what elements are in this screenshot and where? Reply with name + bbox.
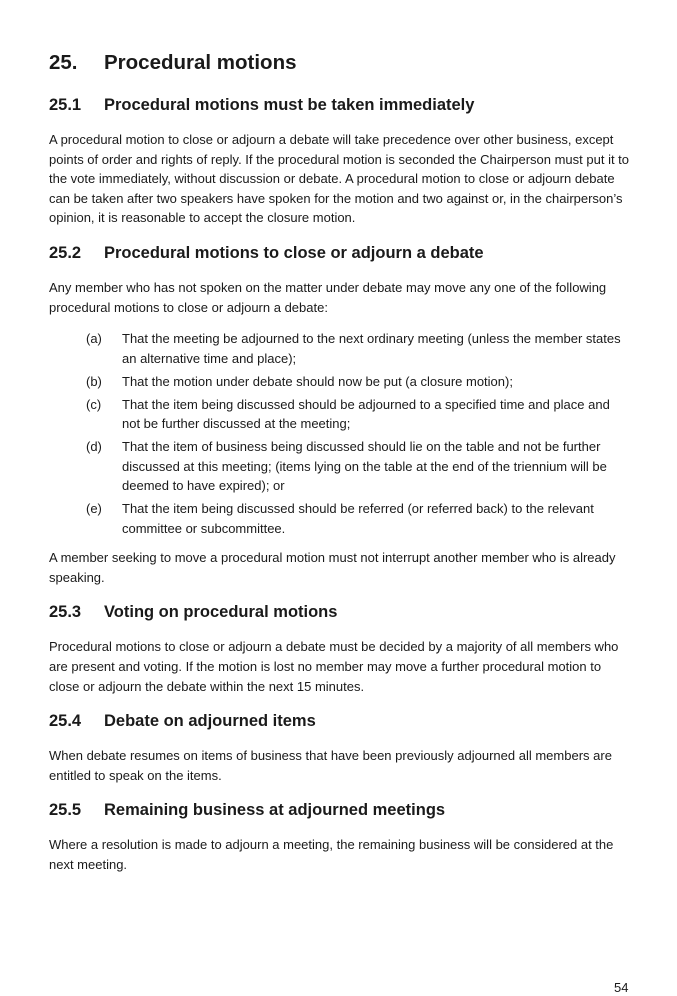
- subsection-heading: [49, 94, 631, 116]
- paragraph: Procedural motions to close or adjourn a debate must be decided by a majority of all members who are present and voting. If the motion is lost no member may move a further procedural motion to close or adjourn the debate within the next 15 minutes.: [49, 639, 619, 694]
- subsection-heading: [49, 710, 631, 732]
- subsection-number: 25.4: [49, 712, 82, 731]
- paragraph: When debate resumes on items of business that have been previously adjourned all members are entitled to speak on the items.: [49, 748, 612, 783]
- subsection-number: 25.3: [49, 603, 82, 622]
- list-item: [49, 372, 631, 392]
- list-item-label: (e): [86, 501, 102, 517]
- subsection-title: Procedural motions to close or adjourn a debate: [104, 243, 484, 262]
- list-item-text: That the item being discussed should be adjourned to a specified time and place and not be further discussed at the meeting;: [122, 396, 610, 432]
- list-item: [49, 499, 631, 538]
- subsection-number: 25.5: [49, 801, 82, 820]
- list-item: [49, 329, 631, 368]
- subsection-number: 25.2: [49, 243, 82, 262]
- subsection-25-4: [49, 710, 631, 785]
- subsection-heading: [49, 242, 631, 264]
- paragraph: A procedural motion to close or adjourn a debate will take precedence over other business, except points of order and rights of reply. If the procedural motion is seconded the Chairperson must put it to the vote immediately, without discussion or debate. A procedural motion to close or adjourn debate can be taken after two speakers have spoken for the motion and two against or, in the chairperson’s opinion, it is reasonable to accept the closure motion.: [49, 132, 630, 226]
- paragraph-intro: Any member who has not spoken on the matter under debate may move any one of the following procedural motions to close or adjourn a debate:: [49, 279, 607, 315]
- paragraph: Where a resolution is made to adjourn a meeting, the remaining business will be considered at the next meeting.: [49, 837, 614, 873]
- list-item-label: (d): [86, 439, 102, 455]
- list-item-text: That the meeting be adjourned to the next ordinary meeting (unless the member states an alternative time and place);: [122, 331, 621, 366]
- subsection-25-5: [49, 799, 631, 874]
- subsection-heading: [49, 601, 631, 623]
- subsection-heading: [49, 799, 631, 821]
- section-number: 25.: [49, 51, 78, 74]
- list-item-label: (c): [86, 396, 102, 412]
- list-item-text: That the motion under debate should now be put (a closure motion);: [122, 373, 513, 389]
- motion-list: [49, 329, 631, 538]
- subsection-25-2: [49, 242, 631, 588]
- list-item-text: That the item of business being discussed should lie on the table and not be further discussed at this meeting; (items lying on the table at the end of the triennium will be deemed to have expired); or: [122, 439, 607, 494]
- subsection-title: Procedural motions must be taken immediately: [104, 96, 475, 114]
- page-number: 54: [614, 980, 629, 995]
- list-item-text: That the item being discussed should be referred (or referred back) to the relevant committee or subcommittee.: [122, 501, 594, 536]
- subsection-25-3: [49, 601, 631, 696]
- subsection-title: Voting on procedural motions: [104, 603, 338, 622]
- paragraph-outro: A member seeking to move a procedural motion must not interrupt another member who is already speaking.: [49, 550, 616, 585]
- list-item: [49, 395, 631, 434]
- list-item: [49, 437, 631, 496]
- subsection-25-1: [49, 94, 631, 228]
- subsection-number: 25.1: [49, 96, 82, 114]
- list-item-label: (a): [86, 331, 102, 347]
- section-title: Procedural motions: [104, 51, 297, 74]
- subsection-title: Debate on adjourned items: [104, 712, 316, 731]
- list-item-label: (b): [86, 373, 102, 389]
- subsection-title: Remaining business at adjourned meetings: [104, 801, 446, 820]
- section-heading: [49, 50, 631, 76]
